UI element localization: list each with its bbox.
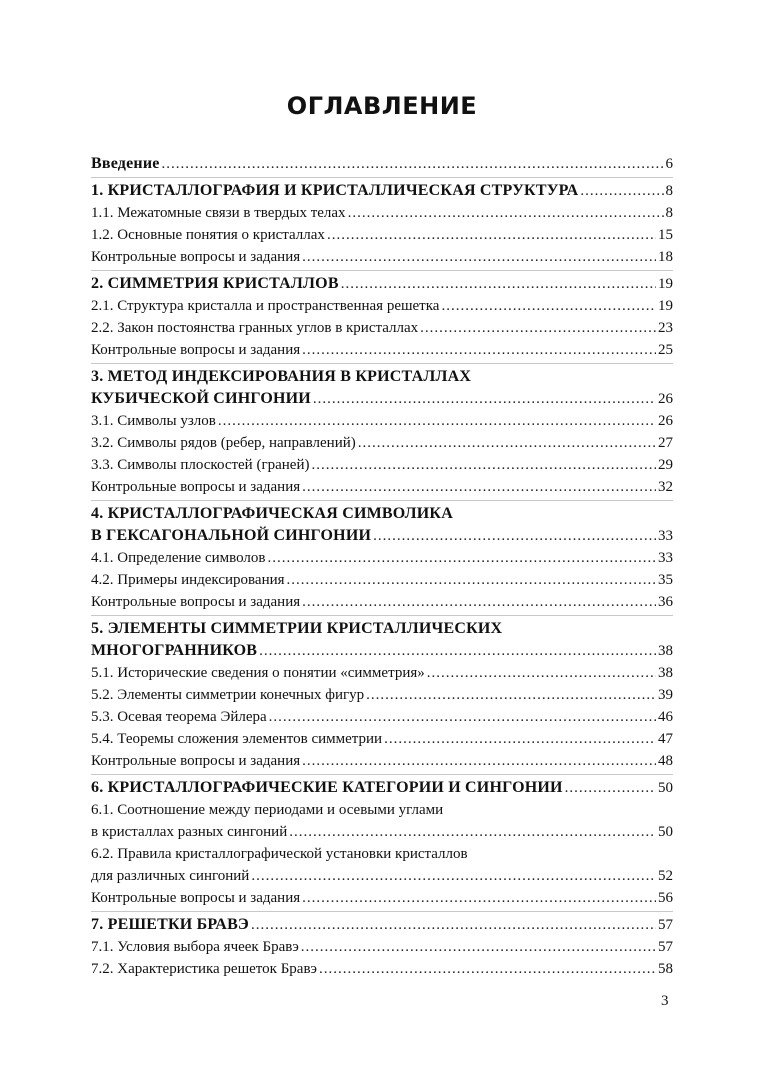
toc-entry-7-2[interactable] — [91, 958, 673, 980]
toc-entry-page: 50 — [658, 824, 673, 840]
dot-leader — [313, 388, 656, 410]
toc-chapter-4[interactable] — [91, 525, 673, 547]
toc-entry-7-1[interactable] — [91, 936, 673, 958]
toc-entry-label: 1.2. Основные понятия о кристаллах — [91, 227, 325, 243]
toc-entry-label: КУБИЧЕСКОЙ СИНГОНИИ — [91, 390, 311, 407]
toc-entry-questions-5[interactable] — [91, 750, 673, 772]
toc-entry-page: 48 — [658, 753, 673, 769]
toc-entry-6-2[interactable] — [91, 865, 673, 887]
toc-entry-label: 4.1. Определение символов — [91, 550, 266, 566]
toc-entry-2-1[interactable] — [91, 295, 673, 317]
toc-entry-2-2[interactable] — [91, 317, 673, 339]
toc-entry-label: 3.1. Символы узлов — [91, 413, 216, 429]
section-divider — [91, 774, 673, 775]
toc-entry-page: 36 — [658, 594, 673, 610]
page-number: 3 — [661, 993, 669, 1009]
toc-entry-label: 2. СИММЕТРИЯ КРИСТАЛЛОВ — [91, 275, 339, 292]
toc-entry-page: 50 — [658, 780, 673, 796]
dot-leader — [259, 640, 656, 662]
toc-chapter-3[interactable] — [91, 388, 673, 410]
toc-entry-label: 6. КРИСТАЛЛОГРАФИЧЕСКИЕ КАТЕГОРИИ И СИНГОНИИ — [91, 779, 563, 796]
toc-entry-page: 33 — [658, 550, 673, 566]
toc-entry-3-1[interactable] — [91, 410, 673, 432]
toc-entry-label: в кристаллах разных сингоний — [91, 824, 288, 840]
dot-leader — [348, 202, 664, 224]
dot-leader — [301, 936, 656, 958]
toc-entry-label: 2.2. Закон постоянства гранных углов в кристаллах — [91, 320, 419, 336]
section-divider — [91, 363, 673, 364]
dot-leader — [580, 180, 663, 202]
toc-entry-page: 46 — [658, 709, 673, 725]
toc-entry-page: 32 — [658, 479, 673, 495]
toc-entry-label: 1. КРИСТАЛЛОГРАФИЯ И КРИСТАЛЛИЧЕСКАЯ СТРУКТУРА — [91, 182, 579, 199]
toc-entry-1-1[interactable] — [91, 202, 673, 224]
toc-entry-page: 56 — [658, 890, 673, 906]
toc-entry-page: 33 — [658, 528, 673, 544]
dot-leader — [251, 865, 656, 887]
toc-entry-label: 5.2. Элементы симметрии конечных фигур — [91, 687, 365, 703]
toc-entry-questions-3[interactable] — [91, 476, 673, 498]
toc-entry-4-2[interactable] — [91, 569, 673, 591]
toc-entry-label: 7.1. Условия выбора ячеек Бравэ — [91, 939, 299, 955]
toc-entry-label: для различных сингоний — [91, 868, 250, 884]
table-of-contents — [91, 153, 673, 980]
toc-entry-3-3[interactable] — [91, 454, 673, 476]
section-divider — [91, 615, 673, 616]
dot-leader — [311, 454, 656, 476]
toc-entry-page: 19 — [658, 298, 673, 314]
dot-leader — [341, 273, 656, 295]
toc-entry-5-2[interactable] — [91, 684, 673, 706]
toc-entry-label: В ГЕКСАГОНАЛЬНОЙ СИНГОНИИ — [91, 527, 372, 544]
toc-entry-page: 25 — [658, 342, 673, 358]
toc-entry-5-4[interactable] — [91, 728, 673, 750]
toc-entry-label: 5.1. Исторические сведения о понятии «симметрия» — [91, 665, 425, 681]
dot-leader — [287, 569, 656, 591]
toc-entry-label: МНОГОГРАННИКОВ — [91, 642, 258, 659]
toc-chapter-5-line1[interactable]: 5. ЭЛЕМЕНТЫ СИММЕТРИИ КРИСТАЛЛИЧЕСКИХ — [91, 620, 503, 637]
toc-entry-page: 47 — [658, 731, 673, 747]
toc-entry-page: 38 — [658, 665, 673, 681]
dot-leader — [251, 914, 656, 936]
dot-leader — [269, 706, 656, 728]
section-divider — [91, 270, 673, 271]
toc-entry-page: 39 — [658, 687, 673, 703]
dot-leader — [162, 153, 664, 175]
toc-entry-page: 57 — [658, 917, 673, 933]
toc-entry-label: 2.1. Структура кристалла и пространственная решетка — [91, 298, 440, 314]
toc-entry-label: 3.2. Символы рядов (ребер, направлений) — [91, 435, 356, 451]
toc-entry-3-2[interactable] — [91, 432, 673, 454]
toc-entry-questions-1[interactable] — [91, 246, 673, 268]
toc-entry-label: Контрольные вопросы и задания — [91, 594, 301, 610]
toc-entry-page: 26 — [658, 413, 673, 429]
dot-leader — [302, 750, 656, 772]
toc-entry-page: 8 — [665, 183, 673, 199]
dot-leader — [268, 547, 657, 569]
toc-chapter-6[interactable] — [91, 777, 673, 799]
toc-entry-page: 52 — [658, 868, 673, 884]
toc-entry-page: 29 — [658, 457, 673, 473]
toc-chapter-7[interactable] — [91, 914, 673, 936]
dot-leader — [565, 777, 656, 799]
toc-entry-5-1[interactable] — [91, 662, 673, 684]
dot-leader — [420, 317, 656, 339]
toc-entry-page: 23 — [658, 320, 673, 336]
section-divider — [91, 500, 673, 501]
toc-entry-page: 57 — [658, 939, 673, 955]
dot-leader — [302, 887, 656, 909]
dot-leader — [319, 958, 656, 980]
dot-leader — [366, 684, 656, 706]
dot-leader — [427, 662, 656, 684]
toc-entry-4-1[interactable] — [91, 547, 673, 569]
dot-leader — [441, 295, 656, 317]
toc-entry-6-1-line1[interactable]: 6.1. Соотношение между периодами и осевыми углами — [91, 802, 444, 818]
dot-leader — [302, 591, 656, 613]
dot-leader — [289, 821, 656, 843]
toc-entry-label: Контрольные вопросы и задания — [91, 342, 301, 358]
toc-entry-label: Контрольные вопросы и задания — [91, 249, 301, 265]
toc-entry-page: 19 — [658, 276, 673, 292]
toc-entry-questions-4[interactable] — [91, 591, 673, 613]
toc-entry-questions-2[interactable] — [91, 339, 673, 361]
toc-entry-page: 58 — [658, 961, 673, 977]
dot-leader — [358, 432, 656, 454]
toc-entry-page: 26 — [658, 391, 673, 407]
toc-entry-label: 7. РЕШЕТКИ БРАВЭ — [91, 916, 249, 933]
toc-entry-page: 18 — [658, 249, 673, 265]
toc-entry-label: 5.3. Осевая теорема Эйлера — [91, 709, 267, 725]
toc-entry-label: Введение — [91, 155, 160, 172]
toc-entry-intro[interactable] — [91, 153, 673, 175]
dot-leader — [218, 410, 656, 432]
toc-entry-page: 27 — [658, 435, 673, 451]
toc-entry-page: 8 — [665, 205, 673, 221]
toc-entry-label: Контрольные вопросы и задания — [91, 479, 301, 495]
dot-leader — [302, 476, 656, 498]
page-title: ОГЛАВЛЕНИЕ — [286, 92, 478, 120]
toc-entry-questions-6[interactable] — [91, 887, 673, 909]
toc-chapter-2[interactable] — [91, 273, 673, 295]
toc-chapter-3-line1[interactable]: 3. МЕТОД ИНДЕКСИРОВАНИЯ В КРИСТАЛЛАХ — [91, 368, 472, 385]
toc-entry-6-1[interactable] — [91, 821, 673, 843]
toc-entry-label: Контрольные вопросы и задания — [91, 890, 301, 906]
toc-entry-page: 38 — [658, 643, 673, 659]
toc-entry-1-2[interactable] — [91, 224, 673, 246]
toc-entry-label: 7.2. Характеристика решеток Бравэ — [91, 961, 317, 977]
toc-chapter-5[interactable] — [91, 640, 673, 662]
toc-entry-page: 35 — [658, 572, 673, 588]
dot-leader — [302, 339, 656, 361]
toc-entry-label: Контрольные вопросы и задания — [91, 753, 301, 769]
toc-chapter-4-line1[interactable]: 4. КРИСТАЛЛОГРАФИЧЕСКАЯ СИМВОЛИКА — [91, 505, 453, 522]
dot-leader — [373, 525, 656, 547]
dot-leader — [327, 224, 656, 246]
toc-entry-page: 15 — [658, 227, 673, 243]
dot-leader — [302, 246, 656, 268]
section-divider — [91, 177, 673, 178]
section-divider — [91, 911, 673, 912]
toc-entry-6-2-line1[interactable]: 6.2. Правила кристаллографической установки кристаллов — [91, 846, 468, 862]
toc-entry-label: 1.1. Межатомные связи в твердых телах — [91, 205, 346, 221]
toc-entry-label: 5.4. Теоремы сложения элементов симметрии — [91, 731, 383, 747]
toc-entry-page: 6 — [665, 156, 673, 172]
toc-chapter-1[interactable] — [91, 180, 673, 202]
dot-leader — [384, 728, 656, 750]
toc-entry-label: 3.3. Символы плоскостей (граней) — [91, 457, 310, 473]
toc-entry-5-3[interactable] — [91, 706, 673, 728]
toc-entry-label: 4.2. Примеры индексирования — [91, 572, 285, 588]
